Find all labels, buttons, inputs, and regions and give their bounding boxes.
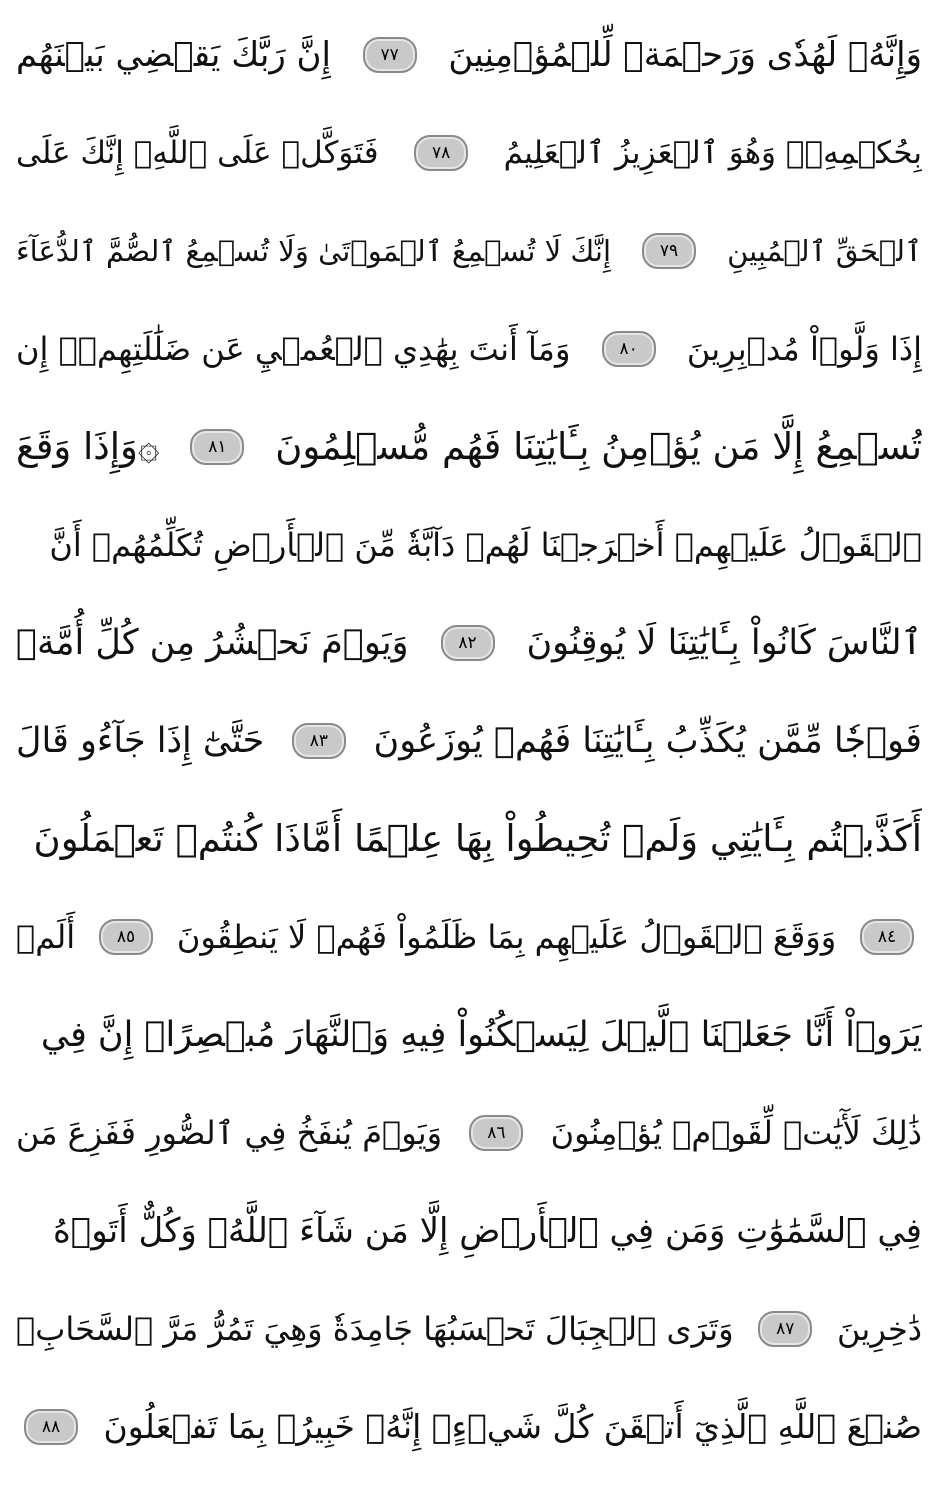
text-line-1	[16, 8, 922, 102]
text-line-13	[16, 1184, 922, 1278]
verse-text: يَرَوۡاْ أَنَّا جَعَلۡنَا ٱلَّيۡلَ لِيَسۡكُنُواْ فِيهِ وَٱلنَّهَارَ مُبۡصِرًاۚ إِنَّ فِي	[40, 1015, 922, 1055]
text-line-4	[16, 302, 922, 396]
text-line-10	[16, 890, 922, 984]
ayah-number-marker: ٨٣	[292, 723, 346, 759]
text-line-9	[16, 792, 922, 886]
verse-text: فَوۡجٗا مِّمَّن يُكَذِّبُ بِـَٔايَٰتِنَا فَهُمۡ يُوزَعُونَ	[373, 721, 922, 761]
verse-text: ۞وَإِذَا وَقَعَ	[16, 425, 160, 468]
verse-text: ٱلۡقَوۡلُ عَلَيۡهِمۡ أَخۡرَجۡنَا لَهُمۡ دَآبَّةٗ مِّنَ ٱلۡأَرۡضِ تُكَلِّمُهُمۡ أَنَّ	[49, 526, 922, 564]
ayah-number-marker: ٨٢	[441, 625, 495, 661]
verse-text: إِنَّ رَبَّكَ يَقۡضِي بَيۡنَهُم	[16, 35, 331, 75]
verse-text: أَلَمۡ	[16, 918, 76, 956]
ayah-number-marker: ٨٨	[24, 1409, 78, 1445]
ayah-number-marker: ٧٩	[642, 233, 696, 269]
verse-text: فَتَوَكَّلۡ عَلَى ٱللَّهِۖ إِنَّكَ عَلَى	[16, 135, 379, 171]
verse-text: وَيَوۡمَ يُنفَخُ فِي ٱلصُّورِ فَفَزِعَ مَن	[16, 1114, 443, 1152]
ayah-number-marker: ٨٠	[602, 331, 656, 367]
text-line-8	[16, 694, 922, 788]
verse-text: حَتَّىٰٓ إِذَا جَآءُو قَالَ	[16, 721, 265, 761]
text-line-3	[16, 204, 922, 298]
text-line-6	[16, 498, 922, 592]
ayah-number-marker: ٨١	[190, 429, 244, 465]
verse-text: صُنۡعَ ٱللَّهِ ٱلَّذِيٓ أَتۡقَنَ كُلَّ شَيۡءٍۚ إِنَّهُۥ خَبِيرُۢ بِمَا تَفۡعَلُونَ	[103, 1407, 922, 1446]
verse-text: وَتَرَى ٱلۡجِبَالَ تَحۡسَبُهَا جَامِدَةٗ وَهِيَ تَمُرُّ مَرَّ ٱلسَّحَابِۚ	[16, 1310, 734, 1348]
verse-text: وَيَوۡمَ نَحۡشُرُ مِن كُلِّ أُمَّةٖ	[16, 623, 409, 663]
ayah-number-marker: ٧٨	[414, 135, 468, 171]
verse-text: أَكَذَّبۡتُم بِـَٔايَٰتِي وَلَمۡ تُحِيطُواْ بِهَا عِلۡمًا أَمَّاذَا كُنتُمۡ تَعۡمَلُونَ	[33, 817, 922, 860]
text-line-2	[16, 106, 922, 200]
verse-text: بِحُكۡمِهِۦۚ وَهُوَ ٱلۡعَزِيزُ ٱلۡعَلِيمُ	[503, 135, 922, 171]
verse-text: وَوَقَعَ ٱلۡقَوۡلُ عَلَيۡهِم بِمَا ظَلَمُواْ فَهُمۡ لَا يَنطِقُونَ	[176, 918, 837, 956]
verse-text: إِذَا وَلَّوۡاْ مُدۡبِرِينَ	[686, 330, 922, 368]
verse-text: فِي ٱلسَّمَٰوَٰتِ وَمَن فِي ٱلۡأَرۡضِ إِلَّا مَن شَآءَ ٱللَّهُۚ وَكُلٌّ أَتَوۡهُ	[52, 1211, 922, 1251]
ayah-number-marker: ٨٦	[469, 1115, 523, 1151]
ayah-number-marker: ٧٧	[363, 37, 417, 73]
ayah-number-marker: ٨٧	[758, 1311, 812, 1347]
verse-text: دَٰخِرِينَ	[837, 1310, 922, 1348]
text-line-12	[16, 1086, 922, 1180]
verse-text: وَإِنَّهُۥ لَهُدٗى وَرَحۡمَةٞ لِّلۡمُؤۡمِنِينَ	[448, 35, 922, 75]
ayah-number-marker: ٨٥	[99, 919, 153, 955]
text-line-5	[16, 400, 922, 494]
text-line-14	[16, 1282, 922, 1376]
text-line-15	[16, 1380, 922, 1474]
verse-text: وَمَآ أَنتَ بِهَٰدِي ٱلۡعُمۡيِ عَن ضَلَٰلَتِهِمۡۖ إِن	[16, 330, 571, 368]
verse-text: تُسۡمِعُ إِلَّا مَن يُؤۡمِنُ بِـَٔايَٰتِنَا فَهُم مُّسۡلِمُونَ	[275, 425, 922, 468]
text-line-11	[16, 988, 922, 1082]
verse-text: ٱلنَّاسَ كَانُواْ بِـَٔايَٰتِنَا لَا يُوقِنُونَ	[526, 623, 922, 663]
verse-text: ذَٰلِكَ لَأٓيَٰتٖ لِّقَوۡمٖ يُؤۡمِنُونَ	[550, 1114, 922, 1152]
verse-text: إِنَّكَ لَا تُسۡمِعُ ٱلۡمَوۡتَىٰ وَلَا تُسۡمِعُ ٱلصُّمَّ ٱلدُّعَآءَ	[16, 234, 611, 268]
text-line-7	[16, 596, 922, 690]
ayah-number-marker: ٨٤	[860, 919, 914, 955]
verse-text: ٱلۡحَقِّ ٱلۡمُبِينِ	[727, 234, 922, 268]
